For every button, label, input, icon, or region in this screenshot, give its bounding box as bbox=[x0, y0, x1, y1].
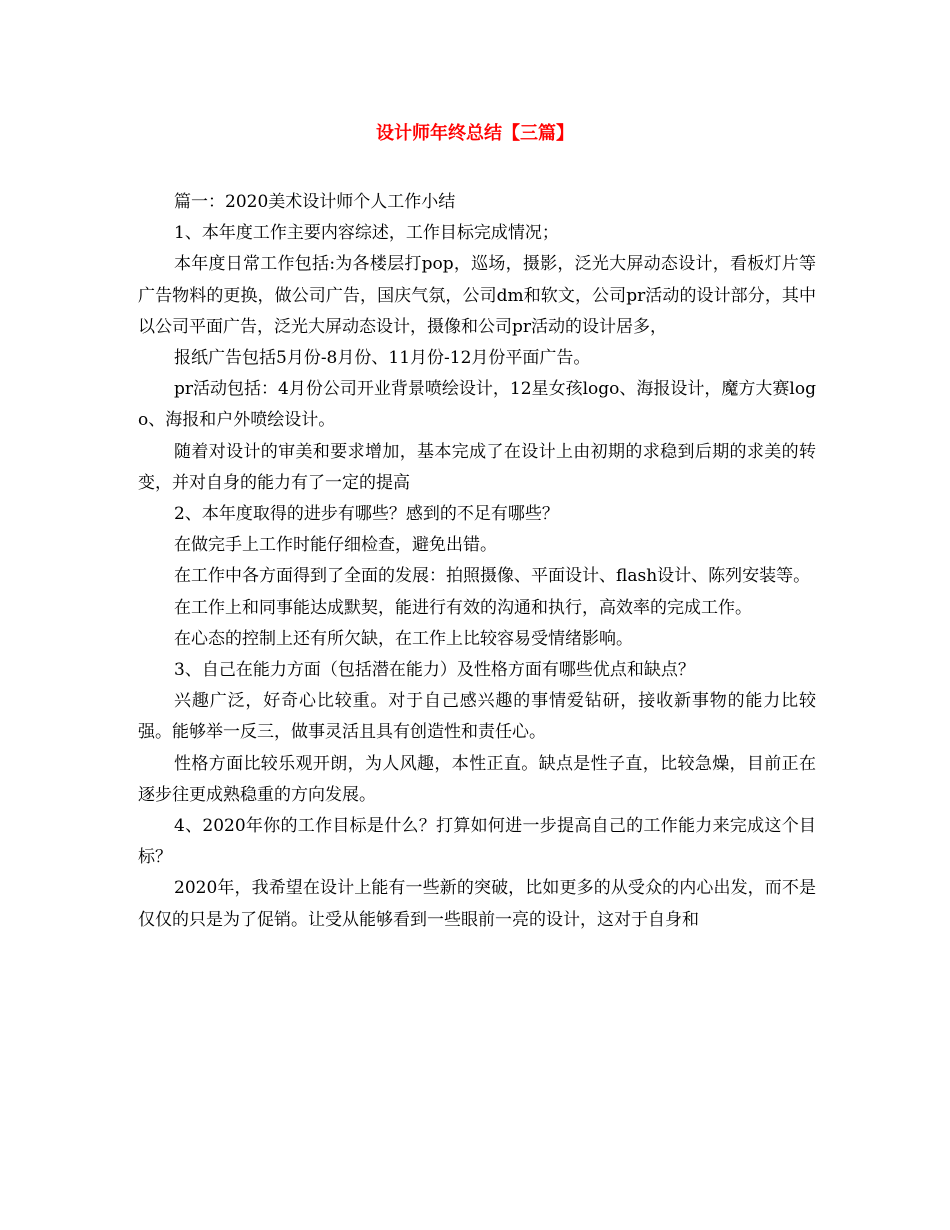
paragraph-question-1: 1、本年度工作主要内容综述，工作目标完成情况； bbox=[174, 223, 559, 244]
paragraph-question-4: 4、2020年你的工作目标是什么？打算如何进一步提高自己的工作能力来完成这个目标？ bbox=[138, 816, 816, 868]
paragraph-careful-checking: 在做完手上工作时能仔细检查，避免出错。 bbox=[174, 535, 497, 556]
paragraph-design-growth: 随着对设计的审美和要求增加，基本完成了在设计上由初期的求稳到后期的求美的转变，并对自身的能力有了一定的提高 bbox=[138, 441, 816, 493]
paragraph-pr-activities: pr活动包括：4月份公司开业背景喷绘设计，12星女孩logo、海报设计，魔方大赛logo、海报和户外喷绘设计。 bbox=[138, 379, 816, 431]
paragraph-personality: 性格方面比较乐观开朗，为人风趣，本性正直。缺点是性子直，比较急燥，目前正在逐步往更成熟稳重的方向发展。 bbox=[138, 753, 816, 805]
paragraph-daily-work: 本年度日常工作包括:为各楼层打pop，巡场，摄影，泛光大屏动态设计，看板灯片等广告物料的更换，做公司广告，国庆气氛，公司dm和软文，公司pr活动的设计部分，其中以公司平面广告，泛光大屏动态设计，摄像和公司pr活动的设计居多， bbox=[138, 254, 816, 337]
paragraph-heading-part-one: 篇一：2020美术设计师个人工作小结 bbox=[174, 192, 456, 212]
paragraph-teamwork: 在工作上和同事能达成默契，能进行有效的沟通和执行，高效率的完成工作。 bbox=[174, 597, 752, 618]
paragraph-emotional-control: 在心态的控制上还有所欠缺，在工作上比较容易受情绪影响。 bbox=[174, 628, 633, 649]
document-body bbox=[138, 187, 816, 936]
paragraph-interests: 兴趣广泛，好奇心比较重。对于自己感兴趣的事情爱钻研，接收新事物的能力比较强。能够举一反三，做事灵活且具有创造性和责任心。 bbox=[138, 691, 816, 743]
document-title: 设计师年终总结【三篇】 bbox=[376, 123, 574, 144]
paragraph-question-2: 2、本年度取得的进步有哪些？感到的不足有哪些？ bbox=[174, 504, 559, 525]
paragraph-question-3: 3、自己在能力方面（包括潜在能力）及性格方面有哪些优点和缺点？ bbox=[174, 660, 695, 681]
paragraph-newspaper-ads: 报纸广告包括5月份-8月份、11月份-12月份平面广告。 bbox=[174, 348, 591, 369]
paragraph-goals-2020: 2020年，我希望在设计上能有一些新的突破，比如更多的从受众的内心出发，而不是仅仅的只是为了促销。让受从能够看到一些眼前一亮的设计，这对于自身和 bbox=[138, 878, 816, 930]
paragraph-all-round-development: 在工作中各方面得到了全面的发展：拍照摄像、平面设计、flash设计、陈列安装等。 bbox=[174, 566, 811, 587]
